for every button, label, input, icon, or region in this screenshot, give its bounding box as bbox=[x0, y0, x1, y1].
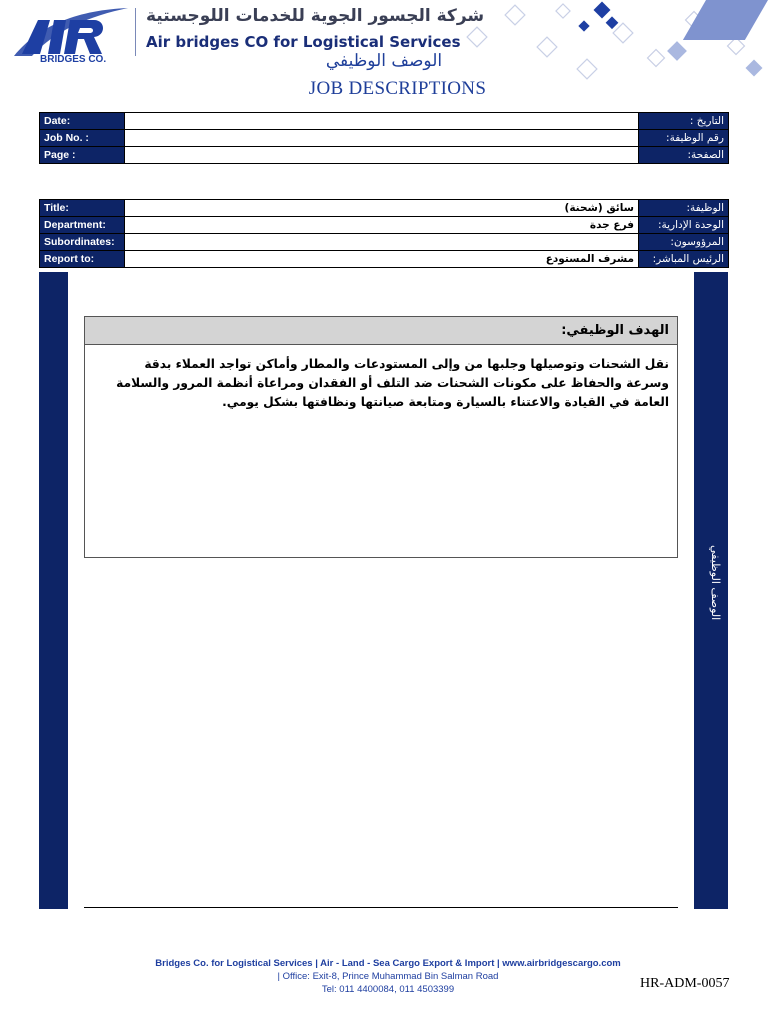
date-label-ar: التاريخ : bbox=[639, 113, 729, 130]
footer-phone: Tel: 011 4400084, 011 4503399 bbox=[321, 984, 455, 995]
subordinates-value[interactable] bbox=[125, 234, 639, 251]
bottom-divider bbox=[84, 907, 678, 908]
doc-number: HR-ADM-0057 bbox=[640, 976, 730, 991]
job-goal-text[interactable]: نقل الشحنات وتوصيلها وجلبها من وإلى المستودعات والمطار وأماكن تواجد العملاء بدقة وسرعة والحفاظ على مكونات الشحنات ضد التلف أو الفقدان ومراعاة أنظمة المرور والسلامة العامة في القيادة والاعتناء بالسيارة ومتابعة صيانتها ونظافتها بشكل يومي. bbox=[116, 357, 669, 409]
table-row bbox=[40, 251, 729, 268]
job-no-label-ar: رقم الوظيفة: bbox=[639, 130, 729, 147]
table-row bbox=[40, 234, 729, 251]
department-label-ar: الوحدة الإدارية: bbox=[639, 217, 729, 234]
footer-address: | Office: Exit-8, Prince Muhammad Bin Salman Road bbox=[277, 971, 499, 982]
title-label: Title: bbox=[40, 200, 125, 217]
title-label-ar: الوظيفة: bbox=[639, 200, 729, 217]
page-value[interactable] bbox=[125, 147, 639, 164]
department-value[interactable]: فرع جدة bbox=[125, 217, 639, 234]
department-label: Department: bbox=[40, 217, 125, 234]
page-label: Page : bbox=[40, 147, 125, 164]
table-row bbox=[40, 147, 729, 164]
page-label-ar: الصفحة: bbox=[639, 147, 729, 164]
date-label: Date: bbox=[40, 113, 125, 130]
doc-title-ar: الوصف الوظيفي bbox=[325, 51, 443, 71]
job-no-value[interactable] bbox=[125, 130, 639, 147]
doc-title-en: JOB DESCRIPTIONS bbox=[308, 78, 487, 99]
company-name-ar: شركة الجسور الجوية للخدمات اللوجستية bbox=[146, 6, 485, 26]
report-to-label: Report to: bbox=[40, 251, 125, 268]
subordinates-label-ar: المرؤوسون: bbox=[639, 234, 729, 251]
subordinates-label: Subordinates: bbox=[40, 234, 125, 251]
report-to-value[interactable]: مشرف المستودع bbox=[125, 251, 639, 268]
job-info-table bbox=[39, 199, 729, 268]
table-row bbox=[40, 217, 729, 234]
side-label: الوصف الوظيفي bbox=[709, 545, 722, 621]
job-goal-heading: الهدف الوظيفي: bbox=[85, 317, 677, 345]
job-goal-section bbox=[84, 316, 678, 558]
job-no-label: Job No. : bbox=[40, 130, 125, 147]
left-side-bar bbox=[39, 272, 68, 909]
title-value[interactable]: سائق (شحنة) bbox=[125, 200, 639, 217]
header-divider bbox=[135, 8, 136, 56]
date-value[interactable] bbox=[125, 113, 639, 130]
table-row bbox=[40, 200, 729, 217]
table-row bbox=[40, 113, 729, 130]
report-to-label-ar: الرئيس المباشر: bbox=[639, 251, 729, 268]
table-row bbox=[40, 130, 729, 147]
footer-company-line: Bridges Co. for Logistical Services | Air - Land - Sea Cargo Export & Import | www.airbridgescargo.com bbox=[155, 958, 621, 969]
doc-info-table bbox=[39, 112, 729, 164]
company-name-en: Air bridges CO for Logistical Services bbox=[146, 33, 461, 51]
logo-subtext: BRIDGES CO. bbox=[40, 54, 107, 64]
